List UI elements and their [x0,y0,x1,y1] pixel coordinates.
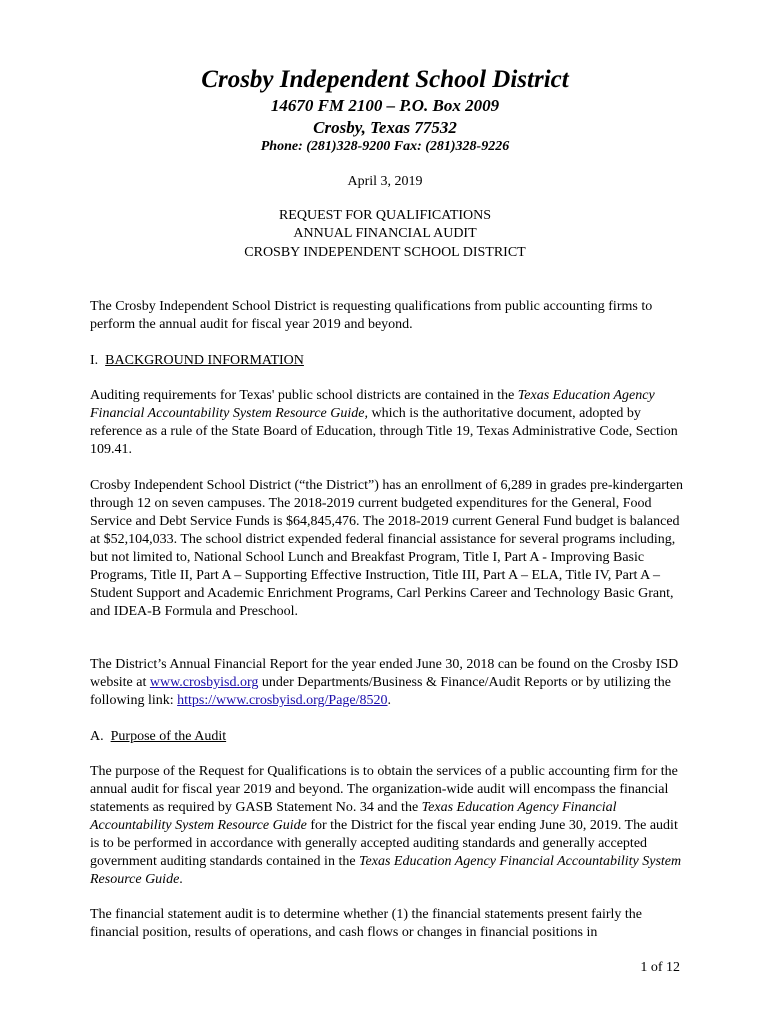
section-number: I. [90,353,99,368]
contact-line: Phone: (281)328-9200 Fax: (281)328-9226 [260,139,510,154]
district-name: Crosby Independent School District [201,66,569,93]
district-overview-paragraph: Crosby Independent School District (“the District”) has an enrollment of 6,289 in grades pre-kindergarten through 12 on seven campuses. The 2018-2019 current budgeted expenditures for the General, Food Service and Debt Service Funds is $64,845,476. The 2018-2019 current General Fund budget is balanced at $52,104,033. The school district expended federal financial assistance for several programs including, but not limited to, National School Lunch and Breakfast Program, Title I, Part A - Improving Basic Programs, Title II, Part A – Supporting Effective Instruction, Title III, Part A – ELA, Title IV, Part A – Student Support and Academic Enrichment Programs, Carl Perkins Career and Technology Basic Grant, and IDEA-B Formula and Preschool. [90,478,684,619]
text-run: for the District for the fiscal year ending June 30, 2019. The audit is to be performed in accordance with generally accepted auditing standards and generally accepted government auditing standards contained in the [90,818,678,869]
guide-title: Texas Education Agency Financial Accountability System Resource Guide [90,854,682,887]
annual-report-paragraph [90,656,690,710]
auditing-requirements-paragraph [90,387,690,459]
text-run: . [387,693,392,708]
address-line-2: Crosby, Texas 77532 [313,118,457,137]
purpose-paragraph [90,763,690,889]
text-run: The purpose of the Request for Qualifications is to obtain the services of a public accounting firm for the annual audit for fiscal year 2019 and beyond. The organization-wide audit will encompass the financial statements as required by GASB Statement No. 34 and the [90,764,678,815]
section-heading-purpose [90,728,690,746]
financial-statement-paragraph: The financial statement audit is to determine whether (1) the financial statements present fairly the financial position, results of operations, and cash flows or changes in financial positions in [90,907,643,940]
section-letter: A. [90,729,104,744]
audit-report-link[interactable]: https://www.crosbyisd.org/Page/8520 [177,693,388,708]
website-link[interactable]: www.crosbyisd.org [149,675,259,690]
section-title: Purpose of the Audit [110,729,227,744]
text-run: under Departments/Business & Finance/Audit Reports or by utilizing the following link: [90,675,671,708]
guide-title: Texas Education Agency Financial Accountability System Resource Guide [90,800,617,833]
intro-paragraph: The Crosby Independent School District is requesting qualifications from public accounting firms to perform the annual audit for fiscal year 2019 and beyond. [90,299,653,332]
doc-title-line-2: ANNUAL FINANCIAL AUDIT [293,226,477,241]
text-run: which is the authoritative document, adopted by reference as a rule of the State Board of Education, through Title 19, Texas Administrative Code, Section 109.41. [90,406,678,457]
text-run: . [179,872,183,887]
letter-date: April 3, 2019 [347,174,423,189]
page-number: 1 of 12 [640,960,680,975]
doc-title-line-3: CROSBY INDEPENDENT SCHOOL DISTRICT [244,245,526,260]
section-heading-background [90,352,690,370]
address-line-1: 14670 FM 2100 – P.O. Box 2009 [270,96,500,115]
doc-title-line-1: REQUEST FOR QUALIFICATIONS [278,208,492,223]
text-run: The District’s Annual Financial Report for the year ended June 30, 2018 can be found on the Crosby ISD website at [90,657,679,690]
section-title: BACKGROUND INFORMATION [105,353,304,368]
guide-title: Texas Education Agency Financial Accountability System Resource Guide, [90,388,655,421]
text-run: Auditing requirements for Texas' public school districts are contained in the [90,388,518,403]
